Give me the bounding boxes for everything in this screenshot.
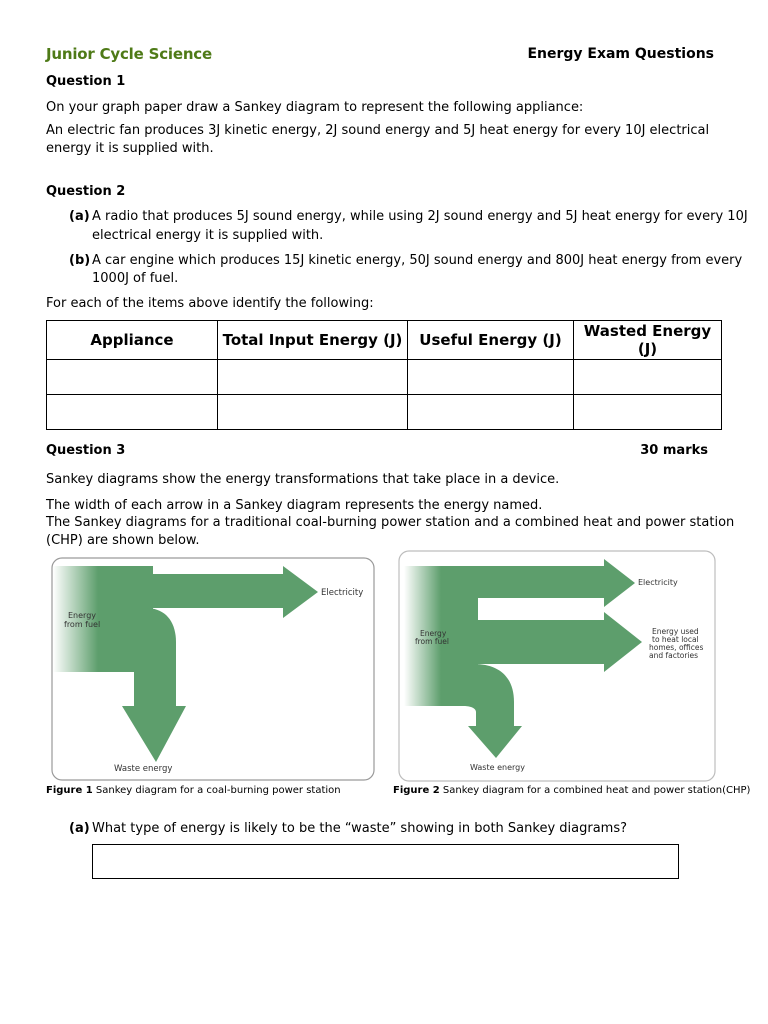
figure-2-caption-label: Figure 2 bbox=[393, 785, 440, 796]
label-waste-energy: Waste energy bbox=[114, 764, 173, 774]
table-header-total-input: Total Input Energy (J) bbox=[218, 321, 408, 360]
table-header-row bbox=[47, 321, 722, 360]
question-2a-label: (a) bbox=[69, 209, 90, 224]
question-2-title: Question 2 bbox=[46, 184, 126, 199]
table-cell[interactable] bbox=[47, 395, 218, 430]
table-cell[interactable] bbox=[574, 395, 722, 430]
question-3-paragraph-3-line1: The Sankey diagrams for a traditional coal-burning power station and a combined heat and power station bbox=[46, 515, 735, 530]
label-energy-from-fuel-1: Energy bbox=[68, 611, 97, 620]
label-electricity: Electricity bbox=[638, 578, 678, 587]
document-title: Energy Exam Questions bbox=[527, 46, 714, 62]
figure-1-caption bbox=[46, 785, 341, 797]
question-3-marks: 30 marks bbox=[640, 443, 708, 458]
figure-1-caption-text: Sankey diagram for a coal-burning power station bbox=[92, 785, 341, 796]
figure-2-caption-text: Sankey diagram for a combined heat and power station(CHP) bbox=[439, 785, 751, 796]
question-1-title: Question 1 bbox=[46, 74, 126, 89]
question-2-table-instruction: For each of the items above identify the following: bbox=[46, 296, 374, 311]
table-cell[interactable] bbox=[408, 360, 574, 395]
table-header-wasted: Wasted Energy (J) bbox=[574, 321, 722, 360]
question-3a-label: (a) bbox=[69, 821, 90, 836]
question-1-text-line2: energy it is supplied with. bbox=[46, 141, 214, 156]
figure-2-caption bbox=[393, 785, 750, 797]
question-3a-text: What type of energy is likely to be the “waste” showing in both Sankey diagrams? bbox=[92, 821, 627, 836]
document-subject: Junior Cycle Science bbox=[46, 45, 212, 63]
table-cell[interactable] bbox=[218, 360, 408, 395]
sankey-figure-coal-station bbox=[46, 556, 380, 782]
answer-box-3a[interactable] bbox=[92, 844, 679, 879]
label-heat-line-2: to heat local bbox=[652, 635, 699, 644]
label-energy-from-fuel-2: from fuel bbox=[64, 620, 101, 629]
question-1-text-line1: An electric fan produces 3J kinetic energy, 2J sound energy and 5J heat energy for every 10J electrical bbox=[46, 123, 710, 138]
sankey-figure-chp-station bbox=[398, 550, 716, 782]
question-3-paragraph-2: The width of each arrow in a Sankey diagram represents the energy named. bbox=[46, 498, 543, 513]
question-2b-text-line1: A car engine which produces 15J kinetic energy, 50J sound energy and 800J heat energy from every bbox=[92, 253, 743, 268]
table-cell[interactable] bbox=[47, 360, 218, 395]
table-cell[interactable] bbox=[574, 360, 722, 395]
question-1-instruction: On your graph paper draw a Sankey diagram to represent the following appliance: bbox=[46, 100, 584, 115]
question-2a-text-line1: A radio that produces 5J sound energy, while using 2J sound energy and 5J heat energy for every 10J bbox=[92, 209, 748, 224]
label-heat-line-1: Energy used bbox=[652, 627, 699, 636]
question-3-paragraph-1: Sankey diagrams show the energy transformations that take place in a device. bbox=[46, 472, 560, 487]
question-3-paragraph-3-line2: (CHP) are shown below. bbox=[46, 533, 200, 548]
label-energy-from-fuel-1: Energy bbox=[420, 629, 447, 638]
question-2b-label: (b) bbox=[69, 253, 91, 268]
label-heat-line-4: and factories bbox=[649, 651, 699, 660]
table-header-useful: Useful Energy (J) bbox=[408, 321, 574, 360]
label-electricity: Electricity bbox=[321, 588, 364, 598]
figure-1-caption-label: Figure 1 bbox=[46, 785, 93, 796]
question-3-title: Question 3 bbox=[46, 443, 126, 458]
table-row bbox=[47, 395, 722, 430]
label-heat-line-3: homes, offices bbox=[649, 643, 704, 652]
table-cell[interactable] bbox=[218, 395, 408, 430]
table-row bbox=[47, 360, 722, 395]
label-waste-energy: Waste energy bbox=[470, 763, 525, 772]
table-header-appliance: Appliance bbox=[47, 321, 218, 360]
question-2b-text-line2: 1000J of fuel. bbox=[92, 271, 179, 286]
energy-table bbox=[46, 320, 722, 430]
label-energy-from-fuel-2: from fuel bbox=[415, 637, 449, 646]
question-2a-text-line2: electrical energy it is supplied with. bbox=[92, 228, 324, 243]
table-cell[interactable] bbox=[408, 395, 574, 430]
